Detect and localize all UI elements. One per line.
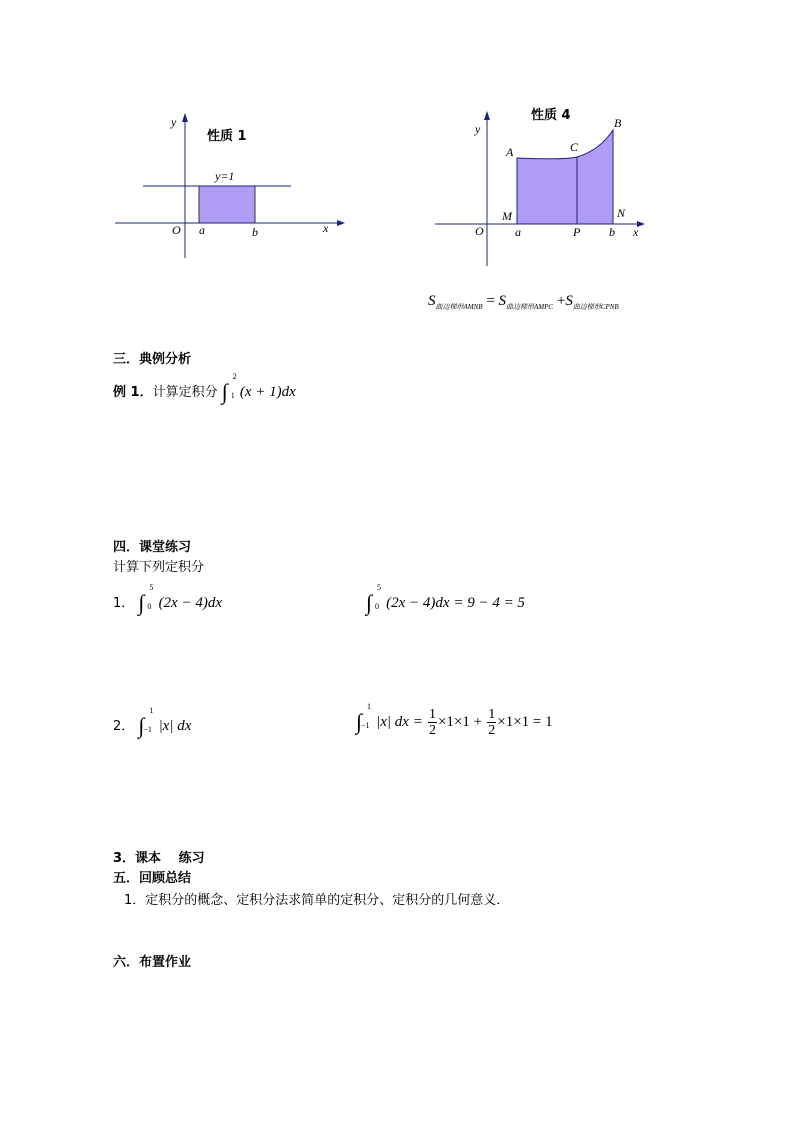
shaded-rectangle [199,186,255,223]
curved-trapezoid [517,130,613,224]
section-4-heading: 四．课堂练习 [113,540,192,555]
fig2-label-N: N [617,206,626,220]
fig1-a-label: a [199,223,205,237]
fig2-a-label: a [515,225,521,239]
y-axis-arrow-icon [182,113,188,122]
summary-item-1: 1．定积分的概念、定积分法求简单的定积分、定积分的几何意义． [124,893,510,908]
fig2-origin-label: O [475,224,484,238]
area-formula: $S_{曲边梯形AMNB} = S_{曲边梯形AMPC} +S_{曲边梯形CPNB}$ [428,293,619,311]
fig1-y-label: y [171,115,177,129]
fig2-label-B: B [614,116,622,130]
fig1-x-label: x [323,221,329,235]
fig1-line-label: y=1 [215,169,235,183]
fig2-P-label: P [573,225,581,239]
y-axis-arrow-icon [484,111,490,120]
fig2-b-label: b [609,225,615,239]
fig1-title: 性质 1 [207,129,247,144]
exercise-1: 1． ∫ 5 0 (2x − 4)dx [113,583,222,615]
section-3-heading: 三．典例分析 [113,352,192,367]
fig1-origin-label: O [172,223,181,237]
fig2-title: 性质 4 [531,108,571,123]
example-1: 例 1．计算定积分 ∫ 2 1 (x + 1)dx [113,372,296,404]
fig2-label-A: A [506,145,514,159]
x-axis-arrow-icon [337,220,345,226]
fig1-b-label: b [252,225,258,239]
section-5-heading: 五．回顾总结 [113,871,192,886]
section-6-heading: 六．布置作业 [113,955,192,970]
exercise-intro: 计算下列定积分 [113,560,205,575]
fig2-label-C: C [570,140,579,154]
figure-property-1 [105,110,355,270]
exercise-1-answer: ∫ 5 0 (2x − 4)dx = 9 − 4 = 5 [366,583,525,615]
exercise-3: 3．课本 练习 [113,851,205,866]
exercise-2: 2． ∫ 1 −1 |x| dx [113,706,192,738]
fig2-y-label: y [475,122,481,136]
fig2-label-M: M [502,209,512,223]
fig2-x-label: x [633,225,639,239]
exercise-2-answer: ∫ 1 −1 |x| dx = $\frac{1}{2}$ ×1×1 + $\frac{1}{2}$ ×1×1 = 1 [356,702,553,738]
figure-property-4 [425,100,665,275]
